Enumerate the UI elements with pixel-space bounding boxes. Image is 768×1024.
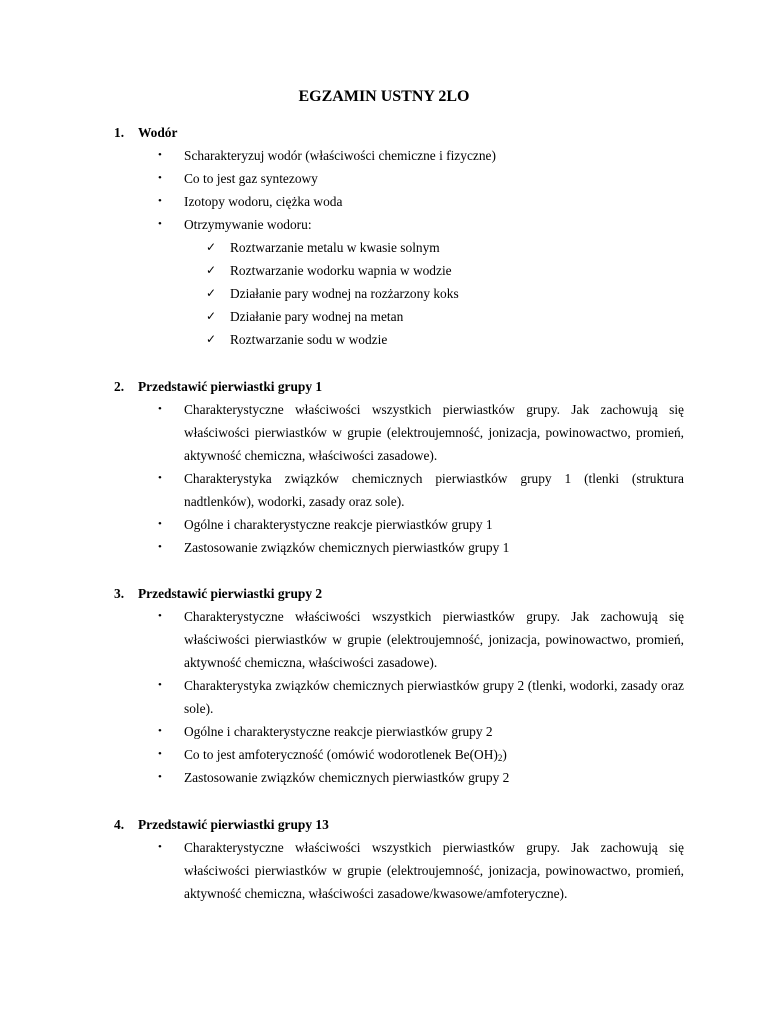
- sub-list-item-text: Roztwarzanie sodu w wodzie: [230, 332, 388, 347]
- list-item-text: Charakterystyczne właściwości wszystkich pierwiastków grupy. Jak zachowują się właściwości pierwiastków w grupie (elektroujemność, jonizacja, powinowactwo, promień, aktywność chemiczna, właściwości zasadowe).: [184, 609, 684, 670]
- bullet-icon: •: [158, 771, 162, 783]
- list-item-text: Ogólne i charakterystyczne reakcje pierwiastków grupy 2: [184, 724, 493, 739]
- bullet-icon: •: [158, 172, 162, 184]
- page-title: EGZAMIN USTNY 2LO: [298, 88, 470, 105]
- section-4: [114, 813, 684, 905]
- list-item: [114, 513, 684, 536]
- bullet-icon: •: [158, 218, 162, 230]
- bullet-icon: •: [158, 403, 162, 415]
- sub-list-item: [114, 282, 684, 305]
- list-item: [114, 190, 684, 213]
- list-item: [114, 605, 684, 674]
- section-heading: [114, 121, 684, 144]
- list-item-text: Scharakteryzuj wodór (właściwości chemiczne i fizyczne): [184, 148, 496, 163]
- section-title: Przedstawić pierwiastki grupy 1: [138, 379, 323, 394]
- section-number: 4.: [114, 817, 125, 832]
- section-2: [114, 375, 684, 559]
- sub-list-item-text: Działanie pary wodnej na metan: [230, 309, 404, 324]
- formula-close: ): [502, 747, 507, 762]
- list-item-text: Ogólne i charakterystyczne reakcje pierwiastków grupy 1: [184, 517, 493, 532]
- section-heading: [114, 375, 684, 398]
- section-number: 3.: [114, 586, 125, 601]
- list-item-text: Otrzymywanie wodoru:: [184, 217, 312, 232]
- section-number: 1.: [114, 125, 125, 140]
- list-item: [114, 213, 684, 236]
- list-item-text: Zastosowanie związków chemicznych pierwiastków grupy 2: [184, 770, 510, 785]
- list-item-text: Co to jest amfoteryczność (omówić wodorotlenek Be(OH): [184, 747, 498, 762]
- list-item-text: Co to jest gaz syntezowy: [184, 171, 318, 186]
- checkmark-icon: ✓: [206, 309, 217, 323]
- list-item-text: Charakterystyka związków chemicznych pierwiastków grupy 2 (tlenki, wodorki, zasady oraz sole).: [184, 678, 684, 716]
- formula-subscript: 2: [497, 753, 503, 763]
- list-item: [114, 836, 684, 905]
- bullet-icon: •: [158, 725, 162, 737]
- bullet-icon: •: [158, 472, 162, 484]
- section-heading: [114, 813, 684, 836]
- list-item-text: Charakterystyczne właściwości wszystkich pierwiastków grupy. Jak zachowują się właściwości pierwiastków w grupie (elektroujemność, jonizacja, powinowactwo, promień, aktywność chemiczna, właściwości zasadowe/kwasowe/amfoteryczne).: [184, 840, 684, 901]
- bullet-icon: •: [158, 841, 162, 853]
- checkmark-icon: ✓: [206, 286, 217, 300]
- list-item: [114, 720, 684, 743]
- section-title: Przedstawić pierwiastki grupy 13: [138, 817, 329, 832]
- section-title: Wodór: [138, 125, 178, 140]
- list-item: [114, 398, 684, 467]
- sub-list-item-text: Działanie pary wodnej na rozżarzony koks: [230, 286, 459, 301]
- section-3: [114, 582, 684, 789]
- bullet-icon: •: [158, 518, 162, 530]
- sub-list-item: [114, 236, 684, 259]
- list-item-text: Charakterystyczne właściwości wszystkich pierwiastków grupy. Jak zachowują się właściwości pierwiastków w grupie (elektroujemność, jonizacja, powinowactwo, promień, aktywność chemiczna, właściwości zasadowe).: [184, 402, 684, 463]
- bullet-icon: •: [158, 679, 162, 691]
- list-item-text: Izotopy wodoru, ciężka woda: [184, 194, 343, 209]
- section-heading: [114, 582, 684, 605]
- sub-list-item: [114, 328, 684, 351]
- bullet-icon: •: [158, 748, 162, 760]
- sub-list-item: [114, 305, 684, 328]
- bullet-icon: •: [158, 610, 162, 622]
- bullet-icon: •: [158, 149, 162, 161]
- list-item: [114, 144, 684, 167]
- list-item-text: Charakterystyka związków chemicznych pierwiastków grupy 1 (tlenki (struktura nadtlenków), wodorki, zasady oraz sole).: [184, 471, 684, 509]
- list-item: [114, 743, 684, 766]
- checkmark-icon: ✓: [206, 263, 217, 277]
- section-title: Przedstawić pierwiastki grupy 2: [138, 586, 323, 601]
- list-item: [114, 536, 684, 559]
- list-item: [114, 766, 684, 789]
- list-item: [114, 167, 684, 190]
- section-number: 2.: [114, 379, 125, 394]
- bullet-icon: •: [158, 541, 162, 553]
- checkmark-icon: ✓: [206, 240, 217, 254]
- sub-list-item: [114, 259, 684, 282]
- list-item: [114, 467, 684, 513]
- list-item-text: Zastosowanie związków chemicznych pierwiastków grupy 1: [184, 540, 510, 555]
- checkmark-icon: ✓: [206, 332, 217, 346]
- sub-list-item-text: Roztwarzanie metalu w kwasie solnym: [230, 240, 440, 255]
- section-1: [114, 121, 684, 351]
- list-item: [114, 674, 684, 720]
- sub-list-item-text: Roztwarzanie wodorku wapnia w wodzie: [230, 263, 452, 278]
- bullet-icon: •: [158, 195, 162, 207]
